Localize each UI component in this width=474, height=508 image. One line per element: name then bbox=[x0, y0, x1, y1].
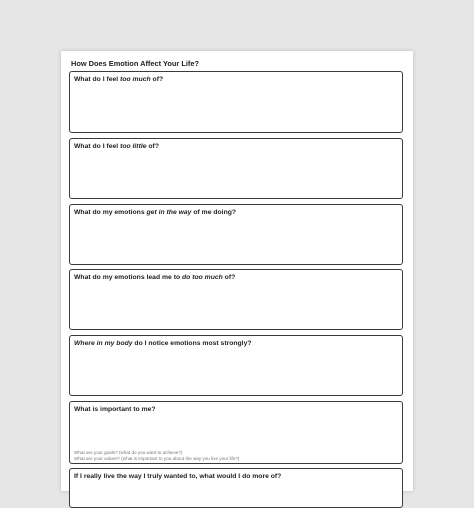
question-label: What do my emotions lead me to do too much of? bbox=[74, 274, 236, 281]
question-label: What do I feel too much of? bbox=[74, 76, 164, 83]
worksheet-page bbox=[61, 51, 413, 491]
question-label: What do my emotions get in the way of me doing? bbox=[74, 209, 237, 216]
question-label: What is important to me? bbox=[74, 406, 156, 413]
answer-box-too-little[interactable] bbox=[69, 138, 403, 199]
answer-box-live-truly[interactable] bbox=[69, 468, 403, 508]
question-label: If I really live the way I truly wanted to, what would I do more of? bbox=[74, 473, 282, 480]
worksheet-title: How Does Emotion Affect Your Life? bbox=[71, 59, 199, 68]
hint-goals: What are your goals? (what do you want to achieve?) bbox=[74, 450, 183, 455]
answer-box-body[interactable] bbox=[69, 335, 403, 396]
question-label: What do I feel too little of? bbox=[74, 143, 159, 150]
hint-values: What are your values? (what is important to you about the way you live your life?) bbox=[74, 456, 240, 461]
answer-box-too-much[interactable] bbox=[69, 71, 403, 133]
answer-box-do-too-much[interactable] bbox=[69, 269, 403, 330]
question-label: Where in my body do I notice emotions most strongly? bbox=[74, 340, 252, 347]
answer-box-important[interactable] bbox=[69, 401, 403, 464]
answer-box-get-in-the-way[interactable] bbox=[69, 204, 403, 265]
